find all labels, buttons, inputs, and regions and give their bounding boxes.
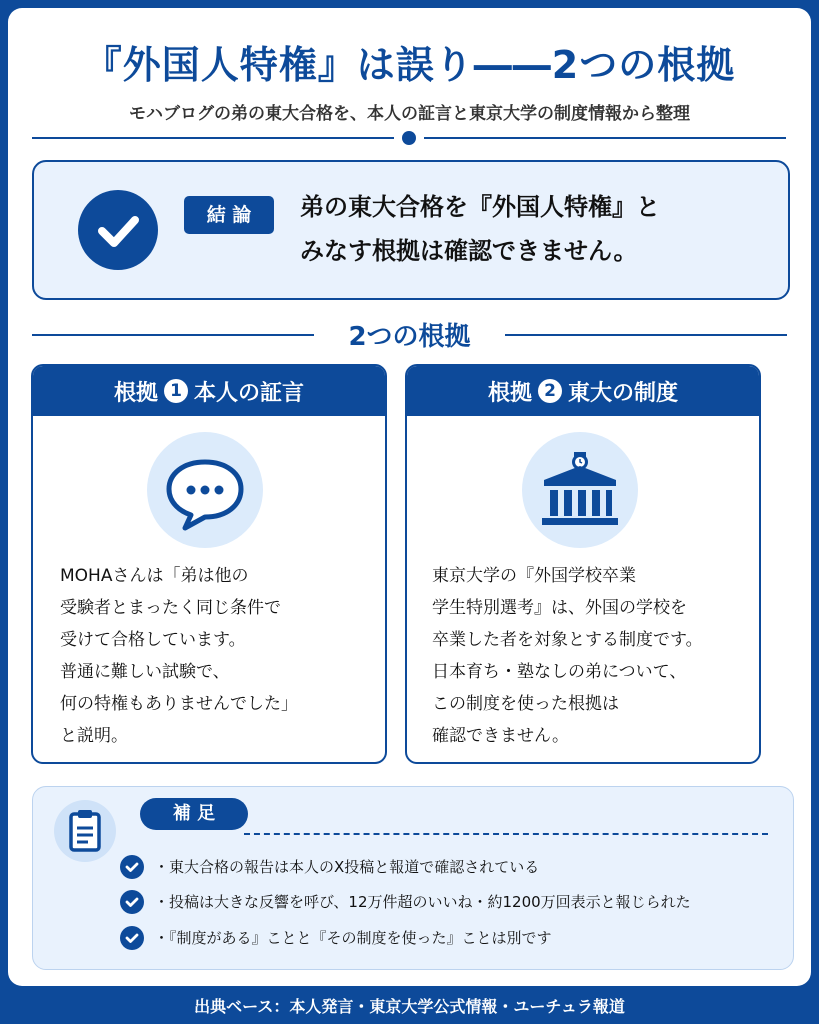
reason-2-header (407, 366, 759, 416)
supplement-tag: 補 足 (140, 798, 248, 830)
university-building-icon (522, 432, 638, 548)
source-footer: 出典ベース：本人発言・東京大学公式情報・ユーチュラ報道 (194, 997, 625, 1016)
reason-1-number: 1 (164, 379, 188, 403)
supplement-item-3-text: ・『制度がある』ことと『その制度を使った』ことは別です (154, 929, 552, 947)
reason-1-heading: 本人の証言 (194, 380, 305, 406)
check-icon (120, 926, 144, 950)
supplement-divider (244, 833, 768, 835)
reason-2-number: 2 (538, 379, 562, 403)
reason-1-header (33, 366, 385, 416)
title-divider-left (32, 137, 394, 139)
reason-2-text: 東京大学の『外国学校卒業 学生特別選考』は、外国の学校を 卒業した者を対象とする制度です。 日本育ち・塾なしの弟について、 この制度を使った根拠は 確認できません。 (432, 566, 703, 746)
section-divider-right (505, 334, 787, 336)
check-icon (120, 855, 144, 879)
check-icon (120, 890, 144, 914)
reason-1-label: 根拠 (113, 380, 158, 406)
supplement-item-2-text: ・投稿は大きな反響を呼び、12万件超のいいね・約1200万回表示と報じられた (154, 893, 691, 911)
conclusion-text (300, 185, 770, 273)
reason-2-label: 根拠 (487, 380, 532, 406)
clipboard-icon (54, 800, 116, 862)
title-divider-dot (402, 131, 416, 145)
page-title: 『外国人特権』は誤り――2つの根拠 (83, 43, 736, 87)
page-subtitle: モハブログの弟の東大合格を、本人の証言と東京大学の制度情報から整理 (129, 104, 690, 124)
supplement-item-1-text: ・東大合格の報告は本人のX投稿と報道で確認されている (154, 858, 540, 876)
speech-bubble-icon (147, 432, 263, 548)
conclusion-tag: 結 論 (184, 196, 274, 234)
reason-2-heading: 東大の制度 (568, 380, 679, 406)
title-divider-right (424, 137, 786, 139)
conclusion-line-2: みなす根拠は確認できません。 (300, 237, 638, 265)
section-title: 2つの根拠 (348, 322, 471, 352)
reason-1-text: MOHAさんは「弟は他の 受験者とまったく同じ条件で 受けて合格しています。 普通に難しい試験で、 何の特権もありませんでした」 と説明。 (60, 566, 298, 746)
check-circle-icon (78, 190, 158, 270)
conclusion-line-1: 弟の東大合格を『外国人特権』と (300, 193, 660, 221)
